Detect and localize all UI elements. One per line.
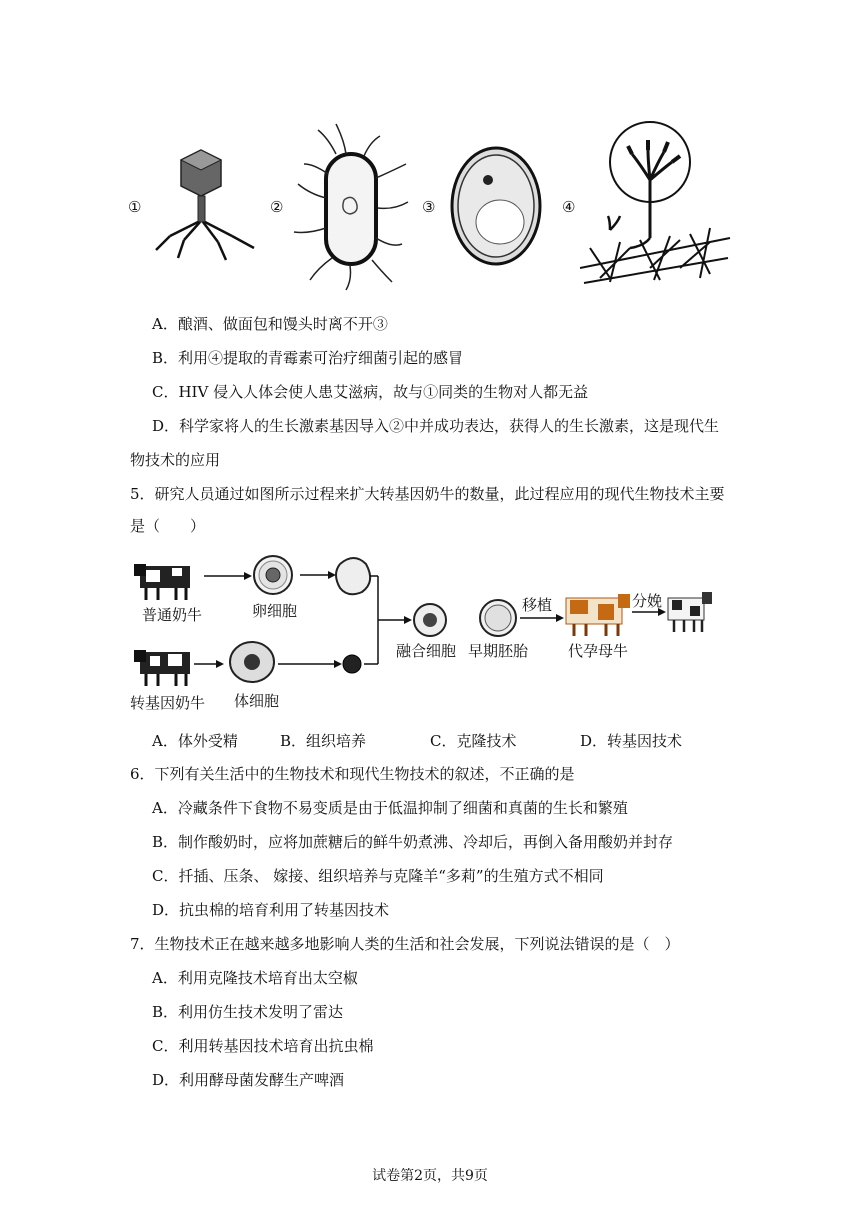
label-early-embryo: 早期胚胎 [468, 642, 529, 660]
label-fused-cell: 融合细胞 [396, 642, 457, 660]
figure-1-label: ① [128, 198, 142, 216]
transgenic-cow-icon [134, 650, 190, 686]
bacterium-icon [286, 118, 420, 294]
q4-option-b: B．利用④提取的青霉素可治疗细菌引起的感冒 [152, 349, 464, 367]
q4-option-d: D．科学家将人的生长激素基因导入②中并成功表达，获得人的生长激素，这是现代生 [152, 417, 720, 435]
q5-options [152, 730, 712, 752]
yeast-cell-icon [446, 118, 556, 294]
calf-icon [668, 592, 712, 632]
label-surrogate-cow: 代孕母牛 [568, 642, 629, 660]
q5-option-a: A．体外受精 [152, 732, 238, 750]
bacteriophage-icon [146, 118, 268, 294]
q5-option-c: C．克隆技术 [430, 732, 517, 750]
figure-2 [270, 118, 420, 294]
page-footer: 试卷第2页，共9页 [372, 1168, 488, 1184]
label-ordinary-cow: 普通奶牛 [142, 606, 203, 624]
q7-stem: 7．生物技术正在越来越多地影响人类的生活和社会发展，下列说法错误的是（ ） [130, 935, 680, 953]
q7-option-a: A．利用克隆技术培育出太空椒 [152, 969, 358, 987]
q5-stem: 5．研究人员通过如图所示过程来扩大转基因奶牛的数量，此过程应用的现代生物技术主要 [130, 485, 725, 503]
label-transplant: 移植 [522, 596, 553, 614]
figure-4-label: ④ [562, 198, 576, 216]
label-birth: 分娩 [632, 592, 663, 610]
q7-option-b: B．利用仿生技术发明了雷达 [152, 1003, 344, 1021]
figure-4 [562, 118, 732, 294]
q5-option-b: B．组织培养 [280, 732, 367, 750]
figure-1 [128, 118, 268, 294]
q7-option-d: D．利用酵母菌发酵生产啤酒 [152, 1071, 345, 1089]
label-body-cell: 体细胞 [234, 692, 280, 710]
organism-figure-row [128, 118, 728, 294]
q5-option-d: D．转基因技术 [580, 732, 683, 750]
figure-3 [422, 118, 562, 294]
q6-option-c: C．扦插、压条、 嫁接、组织培养与克隆羊“多莉”的生殖方式不相同 [152, 867, 604, 885]
q6-option-b: B．制作酸奶时，应将加蔗糖后的鲜牛奶煮沸、冷却后，再倒入备用酸奶并封存 [152, 833, 674, 851]
surrogate-cow-icon [566, 594, 630, 636]
figure-2-label: ② [270, 198, 284, 216]
q4-option-a: A．酿酒、做面包和馒头时离不开③ [152, 315, 388, 333]
penicillium-icon [580, 118, 732, 294]
cloning-diagram-graphic [128, 548, 718, 718]
cow-icon [134, 564, 190, 600]
q4-option-d-continued: 物技术的应用 [130, 451, 221, 469]
label-transgenic-cow: 转基因奶牛 [130, 694, 206, 712]
q7-option-c: C．利用转基因技术培育出抗虫棉 [152, 1037, 374, 1055]
q5-stem-cont: 是（ ） [130, 517, 206, 535]
figure-3-label: ③ [422, 198, 436, 216]
q6-stem: 6．下列有关生活中的生物技术和现代生物技术的叙述，不正确的是 [130, 765, 575, 783]
q6-option-d: D．抗虫棉的培育利用了转基因技术 [152, 901, 390, 919]
label-egg-cell: 卵细胞 [252, 602, 298, 620]
cloning-process-diagram [128, 548, 718, 718]
q6-option-a: A．冷藏条件下食物不易变质是由于低温抑制了细菌和真菌的生长和繁殖 [152, 799, 628, 817]
q4-option-c: C．HIV 侵入人体会使人患艾滋病，故与①同类的生物对人都无益 [152, 383, 589, 401]
